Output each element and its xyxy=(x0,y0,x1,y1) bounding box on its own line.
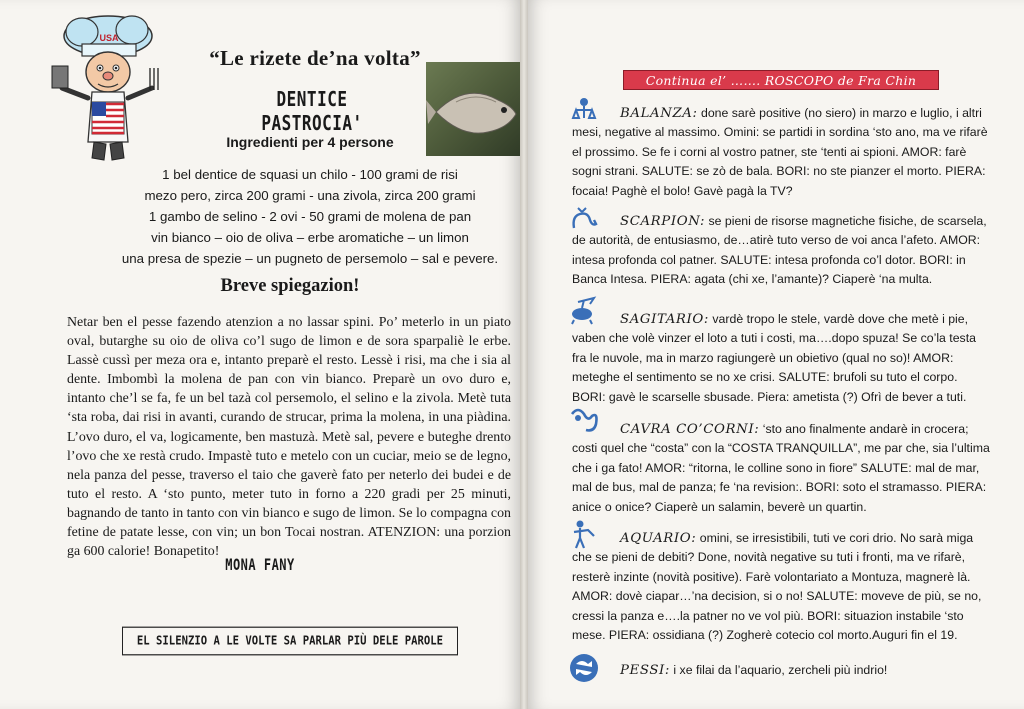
sign-scorpio xyxy=(572,212,992,290)
ingredient-line: 1 bel dentice de squasi un chilo - 100 grami de risi xyxy=(162,167,458,182)
recipe-series-title: “Le rizete de’na volta” xyxy=(209,46,421,70)
sign-name: SAGITARIO: xyxy=(620,312,709,327)
sign-name: BALANZA: xyxy=(620,106,698,121)
horoscope-banner xyxy=(623,70,939,90)
right-page xyxy=(528,0,1024,709)
sign-aquarius xyxy=(572,529,992,645)
sign-libra xyxy=(572,104,992,201)
sign-text: done sarè positive (no siero) in marzo e luglio, i altri mesi, negative al massimo. Omini: se partidi in sordina ‘sto ano, ma ve rifarè el prossimo. Se fe i corni al vostro patner, ste ‘tenti ai spioni. AMOR: farè sogni strani. SALUTE: se zò de bala. BORI: no ste pianzer el morto. PIERA: focaia! Paghè el bolo! Gavè pagà la TV? xyxy=(572,106,988,198)
chef-mascot-icon xyxy=(48,10,168,165)
recipe-paragraph: Netar ben el pesse fazendo atenzion a no lassar spini. Po’ meterlo in un piato oval, butarghe su oio de oliva co’l sugo de limon e de sora sparpaliè le erbe. Lassè cussì per meza ora e, intanto preparè el resto. Lessè i risi, ma che i sia al dente. Imbombì la molena de pan con vin bianco. Preparè un ovo duro e, intanto che’l se fa, fe un bel tazà col persemolo, el selino e la zivola. Metè tuta ‘sta roba, dai risi in avanti, curando de strucar, prima la molena, in una piàdina. L’ovo duro, el va, logicamente, ben mastuzà. Metè sal, pevere e buteghe drento l’ovo che xe restà crudo. Impastè tuto e metelo con un cuciar, meio se de legno, nela panza del pesse, traverso el taio che gaverè fato per neterlo dei budei e de tuto el resto. A ‘sto punto, meter tuto in forno a 220 gradi per 25 minuti, bagnando de tanto in tanto con vin bianco e sugo de limon. Se lo compagna con fetine de patate lesse, con vin; un bon Tocai nostran. ATENZION: una porzion ga 600 calorie! Bonapetito! xyxy=(67,315,511,560)
sign-name: SCARPION: xyxy=(620,214,706,229)
sign-name: CAVRA CO’CORNI: xyxy=(620,422,760,437)
ingredient-line: mezo pero, zirca 200 grami - una zivola, zirca 200 grami xyxy=(144,188,476,203)
recipe-body xyxy=(67,313,511,561)
sign-sagittarius xyxy=(572,310,992,407)
sign-capricorn xyxy=(572,420,992,517)
ingredient-line: 1 gambo de selino - 2 ovi - 50 grami de molena de pan xyxy=(148,209,472,224)
sign-pisces xyxy=(572,661,992,680)
sign-text: se pieni de risorse magnetiche fisiche, de scarsela, de autorità, de entusiasmo, de…atirè tuto verso de voi anca l’afeto. AMOR: intesa profonda col patner. SALUTE: intesa profonda co’l dotor. BORI: in Banca Intesa. PIERA: agata (chi xe, l’amante)? Ciaperè ‘na multa. xyxy=(572,214,987,287)
author-signature: MONA FANY xyxy=(225,555,295,575)
chef-hat-text: USA xyxy=(99,33,119,43)
motto-text: EL SILENZIO A LE VOLTE SA PARLAR PIÙ DELE PAROLE xyxy=(136,633,444,649)
sign-text: vardè tropo le stele, vardè dove che metè i pie, vaben che volè vinzer el loto a tuti i costi, ma….dopo spuza! Se co’la testa fra le nuvole, ma in marzo ragiungerè un obietivo (qual no so)! AMOR: meteghe el sentimento se no xe crisi. SALUTE: brufoli su tuto el corpo. BORI: gavè le scarselle sbusade. Piera: ametista (?) Ofrì de bever a tuti. xyxy=(572,312,976,404)
ingredient-line: vin bianco – oio de oliva – erbe aromatiche – un limon xyxy=(151,230,469,245)
servings-heading: Ingredienti per 4 persone xyxy=(226,134,394,150)
sign-name: PESSI: xyxy=(620,663,670,678)
dish-name: DENTICE PASTROCIA' xyxy=(261,87,363,135)
sign-text: omini, se irresistibili, tuti ve cori drio. No sarà miga che se pieni de debiti? Done, novità negative su tuti i fronti, ma ve rifarè, resterè inzinte (novità positive). Farè volontariato a Montuza, magnerè là. AMOR: dovè ciapar…’na decision, si o no! SALUTE: moveve de più, se no, cressi la panza e….la patner no ve vol più. BORI: situazion instabile ‘sto mese. PIERA: ossidiana (?) Zogherè cotecio col morto.Auguri fin el 19. xyxy=(572,531,982,643)
banner-text: Continua el’ ……. ROSCOPO de Fra Chin xyxy=(645,72,917,88)
sign-text: ‘sto ano finalmente andarè in crocera; costi quel che “costa” con la “COSTA TRANQUILLA”, me par che, sia l’ultima che i ga fato! AMOR: “ritorna, le colline sono in fiore” SALUTE: mal de mar, mal de bus, mal de panza; fe ‘na revision:. BORI: soto el stramasso. PIERA: anice o onice? Ciaperè un salamin, beverè un quartin. xyxy=(572,422,990,514)
ingredient-line: una presa de spezie – un pugneto de persemolo – sal e pevere. xyxy=(121,251,499,266)
fish-photo-icon xyxy=(426,62,520,156)
motto-box xyxy=(122,627,458,656)
sign-text: i xe filai da l’aquario, zercheli più indrio! xyxy=(669,663,888,677)
explanation-heading: Breve spiegazion! xyxy=(220,276,360,296)
sign-name: AQUARIO: xyxy=(620,531,697,546)
page-gutter xyxy=(520,0,528,709)
ingredients-list xyxy=(100,164,520,269)
